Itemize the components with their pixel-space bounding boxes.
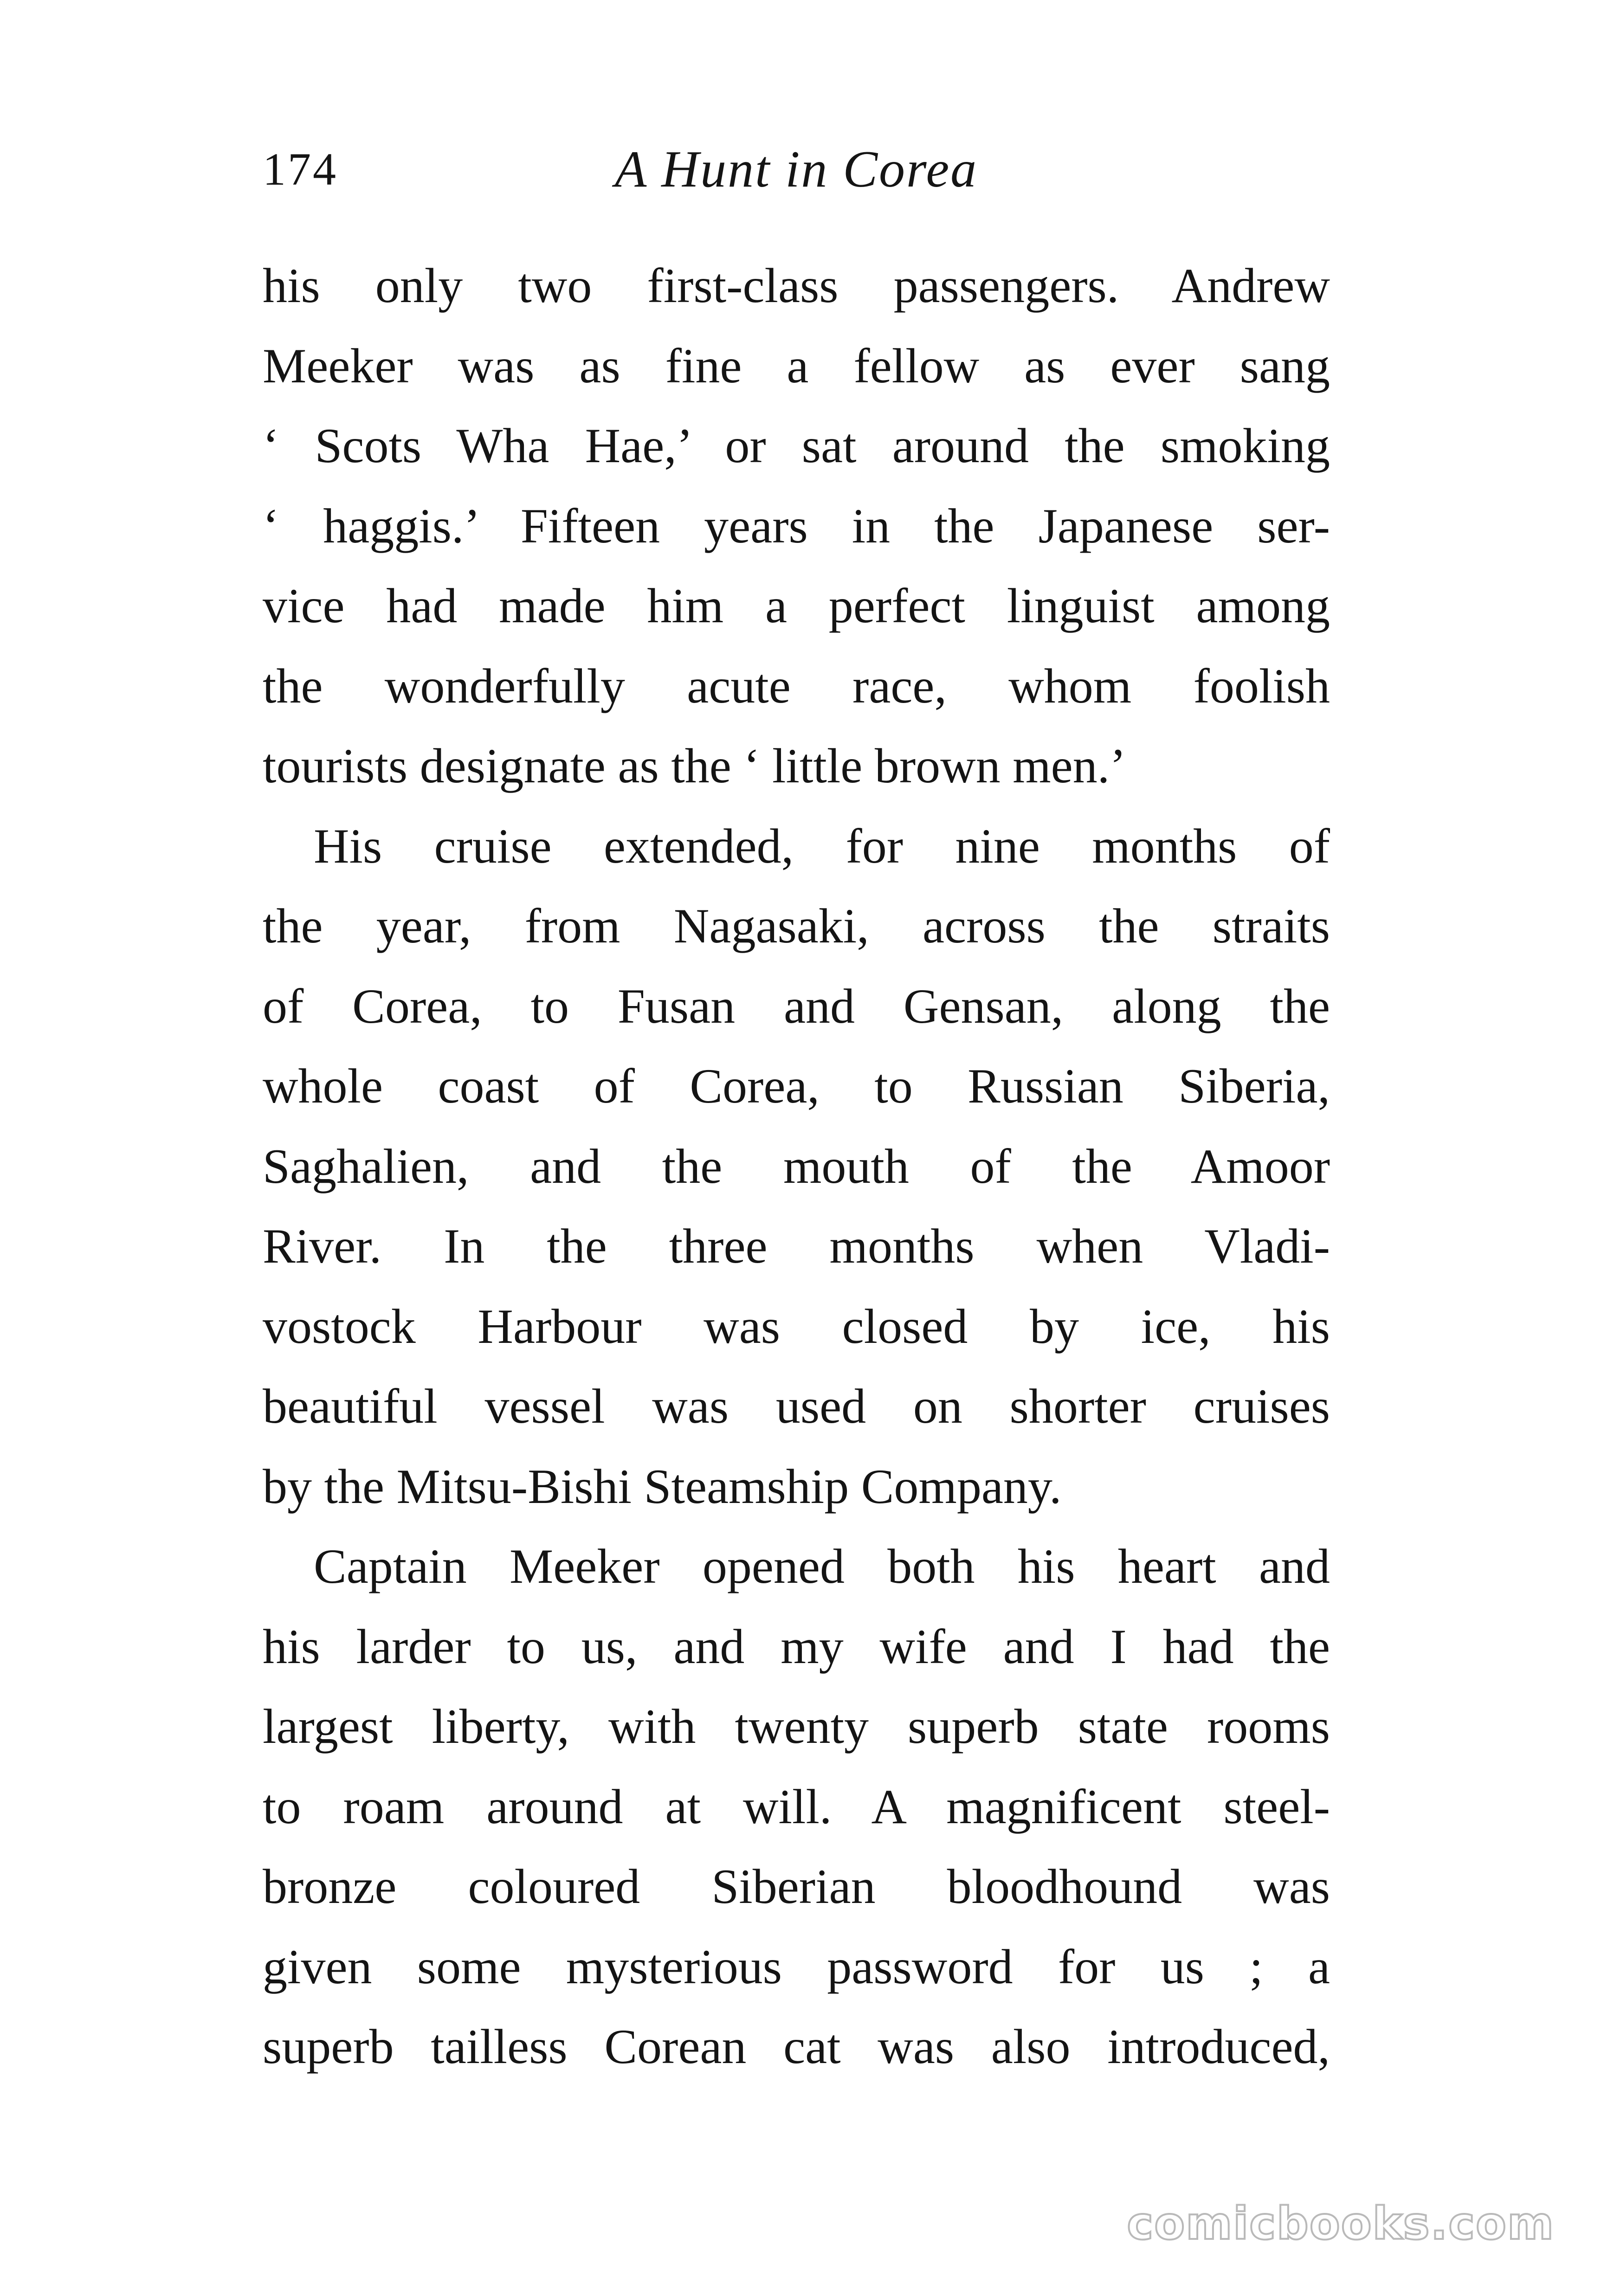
text-line: ‘ haggis.’ Fifteen years in the Japanese ser- [263, 498, 1330, 553]
text-line: whole coast of Corea, to Russian Siberia, [263, 1059, 1330, 1113]
text-line: vostock Harbour was closed by ice, his [263, 1299, 1330, 1354]
paragraph-3 [263, 1527, 1330, 2087]
text-line: vice had made him a perfect linguist among [263, 579, 1330, 633]
text-line: His cruise extended, for nine months of [314, 819, 1330, 873]
paragraph-2 [263, 806, 1330, 1527]
body-text [263, 246, 1330, 2087]
text-line: Captain Meeker opened both his heart and [314, 1539, 1330, 1593]
text-line: largest liberty, with twenty superb state rooms [263, 1699, 1330, 1754]
paragraph-1 [263, 246, 1330, 806]
site-watermark: comicbooks.com [1127, 2198, 1555, 2250]
text-line: Meeker was as fine a fellow as ever sang [263, 338, 1330, 393]
text-line: of Corea, to Fusan and Gensan, along the [263, 979, 1330, 1033]
text-line: Saghalien, and the mouth of the Amoor [263, 1139, 1330, 1193]
text-line: tourists designate as the ‘ little brown men.’ [263, 739, 1126, 793]
text-line: the year, from Nagasaki, across the straits [263, 899, 1330, 953]
text-line: bronze coloured Siberian bloodhound was [263, 1859, 1330, 1914]
text-line: superb tailless Corean cat was also introduced, [263, 2019, 1330, 2074]
text-line: the wonderfully acute race, whom foolish [263, 658, 1330, 713]
page-number: 174 [263, 143, 338, 195]
running-head [263, 132, 1330, 206]
text-line: beautiful vessel was used on shorter cruises [263, 1379, 1330, 1433]
running-title: A Hunt in Corea [614, 141, 978, 198]
text-line: his only two first-class passengers. Andrew [263, 258, 1330, 313]
text-line: River. In the three months when Vladi- [263, 1219, 1330, 1273]
text-line: given some mysterious password for us ; a [263, 1939, 1330, 1994]
text-line: to roam around at will. A magnificent steel- [263, 1779, 1330, 1834]
text-line: ‘ Scots Wha Hae,’ or sat around the smoking [263, 419, 1330, 473]
text-line: his larder to us, and my wife and I had the [263, 1619, 1330, 1674]
text-line: by the Mitsu-Bishi Steamship Company. [263, 1459, 1062, 1514]
